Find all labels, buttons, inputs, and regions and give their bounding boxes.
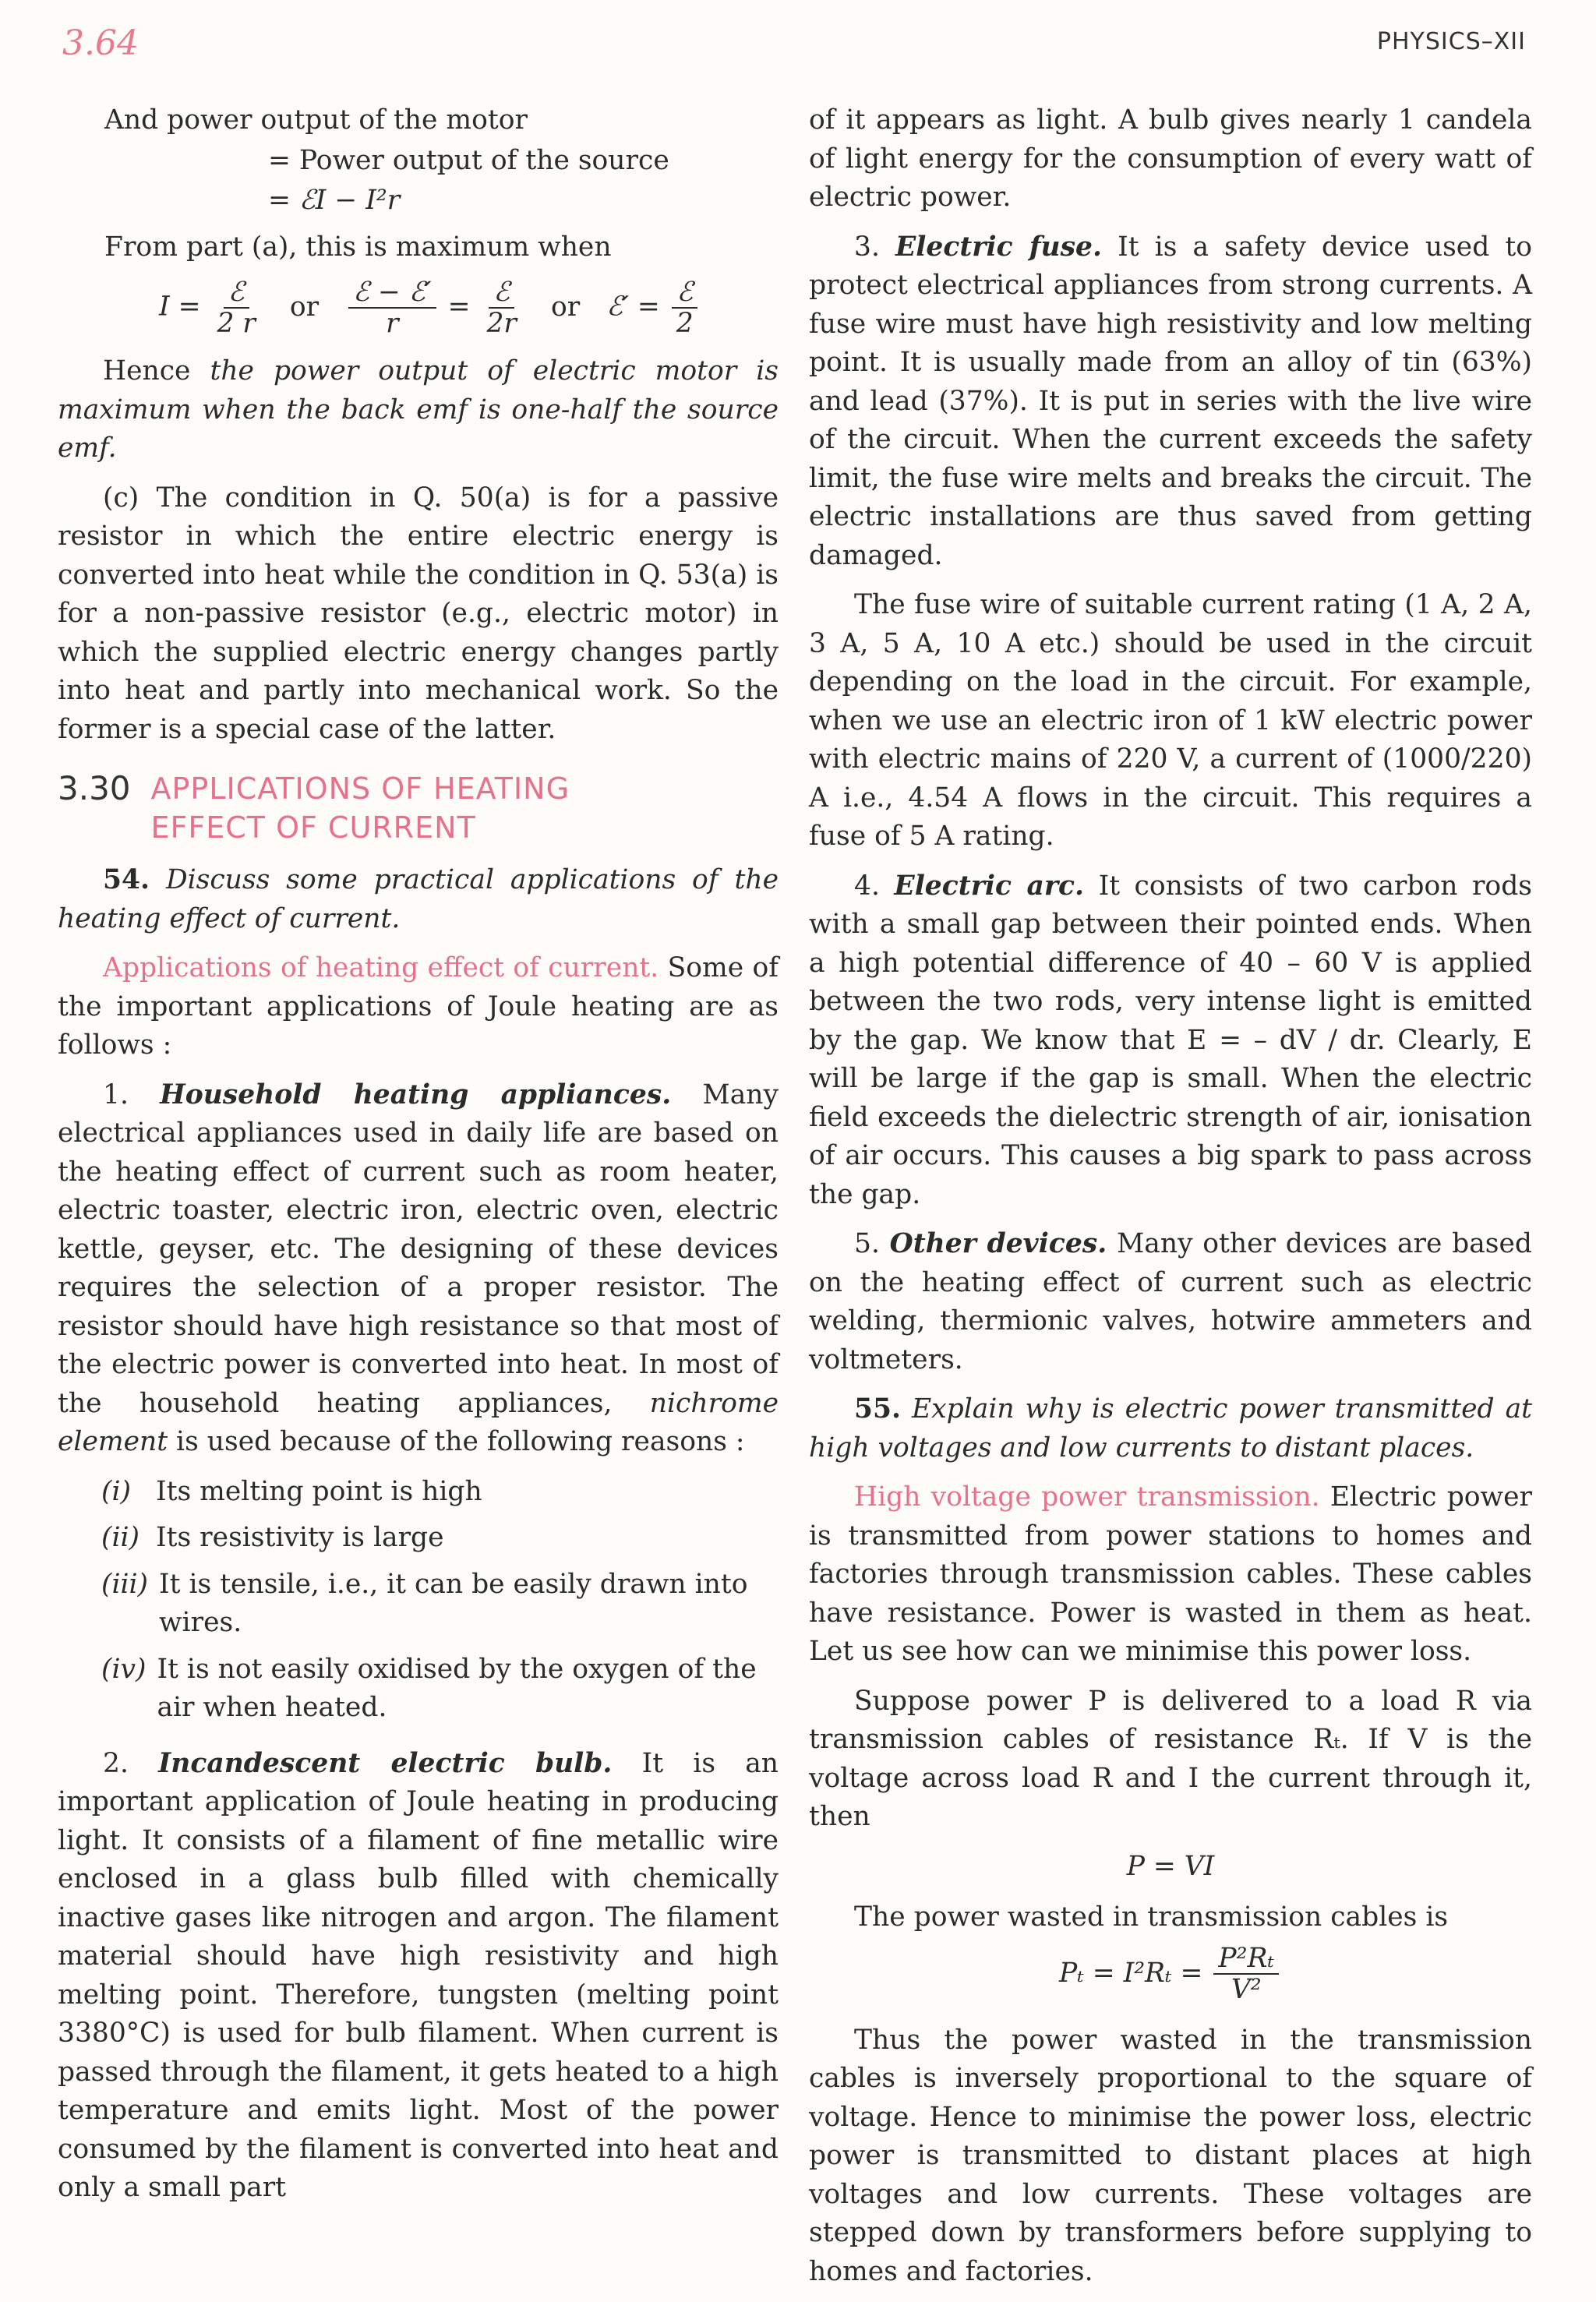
item-text: It consists of two carbon rods with a small gap between their pointed ends. When a high potential difference of 40 – 60 V is applied between the two rods, very intense light is emitted by the gap. We know that E = – dV / dr. Clearly, E will be large if the gap is small. When the electric field exceeds the dielectric strength of air, ionisation of air occurs. This causes a big spark to pass across the gap.	[809, 870, 1532, 1210]
running-head: PHYSICS–XII	[1376, 28, 1526, 55]
answer-heading: Applications of heating effect of current.	[103, 952, 659, 983]
question-55	[809, 1390, 1532, 1467]
fraction	[482, 277, 521, 338]
question-text: Explain why is electric power transmitted at high voltages and low currents to distant places.	[809, 1393, 1532, 1463]
item-text-end: is used because of the following reasons :	[168, 1426, 745, 1457]
list-item	[101, 1566, 779, 1643]
item-title: Electric fuse.	[895, 231, 1103, 263]
denominator: 2 r	[217, 308, 256, 339]
suppose-paragraph: Suppose power P is delivered to a load R via transmission cables of resistance Rₜ. If V is the voltage across load R and I the current through it, then	[809, 1685, 1532, 1832]
item-title: Incandescent electric bulb.	[158, 1747, 613, 1779]
list-text: It is tensile, i.e., it can be easily drawn into wires.	[159, 1568, 748, 1638]
right-column	[809, 101, 1532, 2302]
hence-conclusion: the power output of electric motor is maximum when the back emf is one-half the source emf.	[58, 355, 779, 464]
item-number: 4.	[854, 870, 895, 902]
wasted-power-line: The power wasted in transmission cables is	[854, 1901, 1449, 1933]
wasted-power-equation	[809, 1944, 1532, 2004]
item-title: Electric arc.	[894, 870, 1085, 902]
list-label: (i)	[101, 1475, 131, 1507]
maximum-condition-formula	[58, 277, 779, 338]
list-item	[101, 1519, 779, 1558]
question-number: 55.	[854, 1393, 902, 1425]
power-expression: = ℰI − I²r	[268, 185, 401, 216]
list-text: It is not easily oxidised by the oxygen of the air when heated.	[157, 1653, 757, 1723]
numerator: ℰ	[672, 277, 697, 309]
conclusion-paragraph: Thus the power wasted in the transmission cables is inversely proportional to the square of voltage. Hence to minimise the power loss, electric power is transmitted to distant places at high voltages and low currents. These voltages are stepped down by transformers before supplying to homes and factories.	[809, 2024, 1532, 2287]
item-text: It is a safety device used to protect electrical appliances from strong currents. A fuse wire must have high resistivity and low melting point. It is usually made from an alloy of tin (63%) and lead (37%). It is put in series with the live wire of the circuit. When the current exceeds the safety limit, the fuse wire melts and breaks the circuit. The electric installations are thus saved from getting damaged.	[809, 231, 1532, 571]
list-label: (iii)	[101, 1568, 149, 1600]
item-text: It is an important application of Joule heating in producing light. It consists of a filament of fine metallic wire enclosed in a glass bulb filled with chemically inactive gases like nitrogen and argon. The filament material should have high resistivity and high melting point. Therefore, tungsten (melting point 3380°C) is used for bulb filament. When current is passed through the filament, it gets heated to a high temperature and emits light. Most of the power consumed by the filament is converted into heat and only a small part	[58, 1747, 779, 2203]
fraction	[348, 277, 436, 338]
denominator: r	[386, 308, 399, 339]
household-appliances-paragraph	[58, 1076, 779, 1462]
formula-lhs: I =	[159, 291, 201, 323]
part-c-paragraph: (c) The condition in Q. 50(a) is for a passive resistor in which the entire electric energy is converted into heat while the condition in Q. 53(a) is for a non-passive resistor (e.g., electric motor) in which the supplied electric energy changes partly into heat and partly into mechanical work. So the former is a special case of the latter.	[58, 482, 779, 745]
power-equation: P = VI	[1126, 1850, 1215, 1882]
formula-back-emf	[606, 277, 701, 338]
left-column	[58, 101, 779, 2219]
electric-fuse-paragraph	[809, 228, 1532, 576]
numerator: ℰ	[224, 277, 249, 309]
nichrome-term: nichrome element	[58, 1387, 779, 1457]
section-number: 3.30	[58, 769, 131, 807]
answer-heading: High voltage power transmission.	[854, 1481, 1320, 1513]
or-text: or	[289, 291, 320, 323]
or-text: or	[550, 291, 581, 323]
numerator: ℰ	[489, 277, 514, 309]
section-title-line-1: APPLICATIONS OF HEATING	[150, 771, 570, 806]
section-title-line-2: EFFECT OF CURRENT	[150, 810, 476, 845]
list-label: (iv)	[101, 1653, 147, 1685]
formula-emf-ratio	[345, 277, 524, 338]
motor-power-line: And power output of the motor	[104, 104, 528, 136]
question-number: 54.	[103, 864, 150, 895]
fraction	[212, 277, 260, 338]
formula-current	[159, 277, 263, 338]
hence-paragraph	[58, 352, 779, 468]
equation-lhs: Pₜ = I²Rₜ =	[1059, 1957, 1203, 1989]
item-number: 1.	[103, 1079, 161, 1110]
item-number: 5.	[854, 1228, 890, 1259]
question-54	[58, 861, 779, 938]
formula-lhs: ℰ′ =	[606, 291, 660, 323]
incandescent-bulb-paragraph	[58, 1745, 779, 2208]
hence-lead: Hence	[103, 355, 210, 387]
fuse-rating-paragraph: The fuse wire of suitable current rating (1 A, 2 A, 3 A, 5 A, 10 A etc.) should be used in the circuit depending on the load in the circuit. For example, when we use an electric iron of 1 kW electric power with electric mains of 220 V, a current of (1000/220) A i.e., 4.54 A flows in the circuit. This requires a fuse of 5 A rating.	[809, 589, 1532, 852]
applications-intro	[58, 949, 779, 1065]
section-heading	[58, 769, 779, 847]
answer-text: Electric power is transmitted from power stations to homes and factories through transmission cables. These cables have resistance. Power is wasted in them as heat. Let us see how can we minimise this power loss.	[809, 1481, 1532, 1667]
item-number: 2.	[103, 1747, 159, 1779]
item-text: Many other devices are based on the heating effect of current such as electric welding, thermionic valves, hotwire ammeters and voltmeters.	[809, 1228, 1533, 1375]
bulb-continuation: of it appears as light. A bulb gives nearly 1 candela of light energy for the consumption of every watt of electric power.	[809, 104, 1532, 213]
answer-text: Some of the important applications of Joule heating are as follows :	[58, 952, 779, 1061]
maximum-condition-line: From part (a), this is maximum when	[104, 231, 612, 263]
denominator: V²	[1231, 1973, 1262, 2005]
denominator: 2	[676, 308, 694, 339]
reasons-list	[58, 1473, 779, 1728]
section-title	[151, 769, 570, 847]
electric-arc-paragraph	[809, 867, 1532, 1215]
numerator: P²Rₜ	[1213, 1944, 1279, 1975]
list-label: (ii)	[101, 1522, 139, 1553]
other-devices-paragraph	[809, 1225, 1532, 1379]
fraction	[1213, 1944, 1279, 2004]
numerator: ℰ − ℰ′	[348, 277, 436, 309]
question-text: Discuss some practical applications of the heating effect of current.	[58, 864, 779, 934]
list-item	[101, 1473, 779, 1512]
list-item	[101, 1651, 779, 1728]
list-text: Its melting point is high	[156, 1475, 482, 1507]
source-power-line: = Power output of the source	[268, 144, 669, 176]
fraction	[672, 277, 698, 338]
item-title: Other devices.	[889, 1228, 1107, 1259]
equals-sign: =	[447, 291, 471, 323]
item-text: Many electrical appliances used in daily life are based on the heating effect of current such as room heater, electric toaster, electric iron, electric oven, electric kettle, geyser, etc. The designing of these devices requires the selection of a proper resistor. The resistor should have high resistance so that most of the electric power is converted into heat. In most of the household heating appliances,	[58, 1079, 779, 1419]
high-voltage-paragraph	[809, 1478, 1532, 1672]
page-number: 3.64	[62, 23, 139, 63]
denominator: 2r	[486, 308, 517, 339]
item-title: Household heating appliances.	[160, 1079, 672, 1110]
list-text: Its resistivity is large	[156, 1522, 444, 1553]
item-number: 3.	[854, 231, 895, 263]
